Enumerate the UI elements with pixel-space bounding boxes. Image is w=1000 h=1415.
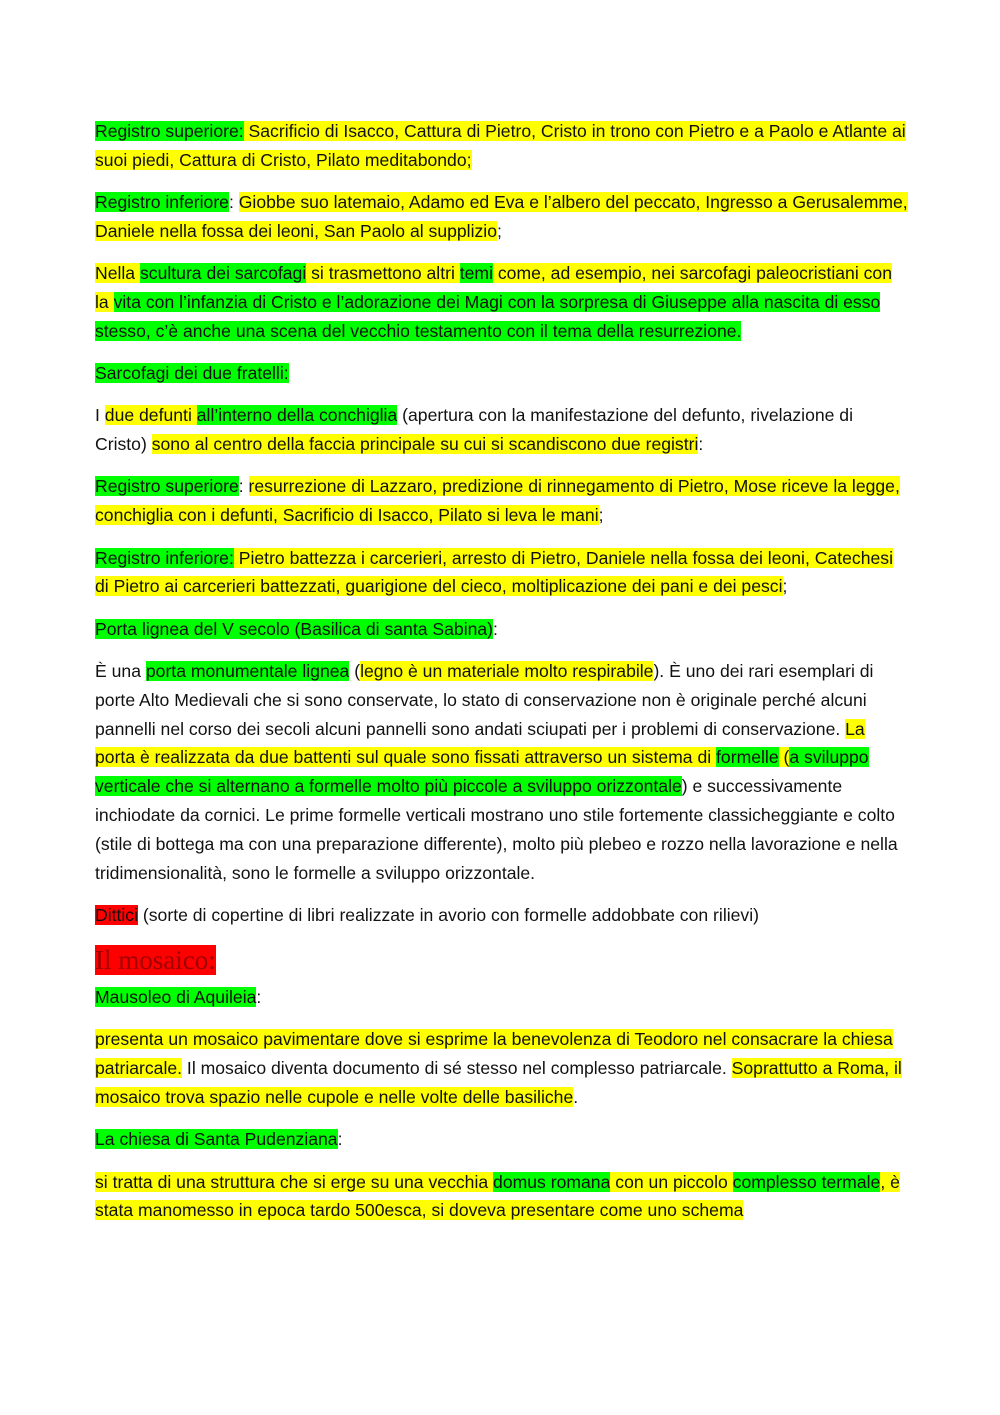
highlight-red: Il mosaico: [95,945,216,976]
highlight-yellow: legno è un materiale molto respirabile [360,660,654,681]
highlight-green: La chiesa di Santa Pudenziana [95,1129,338,1150]
highlight-green: Registro superiore: [95,121,244,141]
paragraph [95,1025,908,1111]
highlight-green: temi [459,263,493,284]
highlight-green: formelle [716,747,779,768]
highlight-green: a sviluppo verticale che si alternano a formelle molto più piccole a sviluppo orizzontale [95,747,869,797]
paragraph [95,901,908,930]
highlight-yellow: sono al centro della faccia principale su cui si scandiscono due registri [151,434,699,455]
highlight-green: vita con l’infanzia di Cristo e l’adorazione dei Magi con la sorpresa di Giuseppe alla nascita di esso stesso, c’è anche una scena del vecchio testamento con il tema della resurrezione. [95,291,881,341]
highlight-yellow: presenta un mosaico pavimentare dove si esprime la benevolenza di Teodoro nel consacrare la chiesa patriarcale. [95,1029,893,1079]
text-run: ). È uno dei rari esemplari di porte Alto Medievali che si sono conservate, lo stato di conservazione non è originale perché alcuni pannelli nel corso dei secoli alcuni pannelli sono andati sciupati per i problemi di conservazione. [95,660,874,739]
highlight-yellow: con un piccolo [610,1171,733,1192]
highlight-yellow: La porta è realizzata da due battenti sul quale sono fissati attraverso un sistema di [95,718,865,768]
highlight-yellow: resurrezione di Lazzaro, predizione di rinnegamento di Pietro, Mose riceve la legge, conchiglia con i defunti, Sacrificio di Isacco, Pilato si leva le mani [95,476,900,526]
highlight-yellow: , è stata manomesso in epoca tardo 500esca, si doveva presentare come uno schema [95,1171,900,1221]
highlight-yellow: ( [778,747,790,768]
highlight-yellow: si tratta di una struttura che si erge su una vecchia [95,1171,494,1192]
text-run: I [95,405,105,426]
highlight-yellow: Pietro battezza i carcerieri, arresto di Pietro, Daniele nella fossa dei leoni, Catechesi di Pietro ai carcerieri battezzati, guarigione del cieco, moltiplicazione dei pani e dei pesci [95,547,893,597]
highlight-green: all’interno della conchiglia [196,405,398,426]
text-run: (sorte di copertine di libri realizzate in avorio con formelle addobbate con rilievi) [138,904,759,925]
highlight-yellow: si trasmettono altri [306,263,460,284]
highlight-yellow: come, ad esempio, nei sarcofagi paleocristiani con la [95,263,893,312]
text-run: È una [95,660,146,681]
text-run: : [698,434,704,455]
section-heading [95,943,908,977]
text-run: : [256,987,262,1008]
text-run: Il mosaico diventa documento di sé stesso nel complesso patriarcale. [182,1058,732,1079]
highlight-green: complesso termale [732,1171,881,1192]
text-run: : [238,476,249,497]
paragraph [95,259,908,345]
highlight-red: Dittici [95,904,139,925]
paragraph [95,188,908,246]
text-run: ( [349,660,361,681]
highlight-yellow: Nella [95,263,140,284]
text-run: . [573,1087,579,1108]
paragraph [95,615,908,644]
highlight-yellow: due defunti [104,405,197,426]
highlight-green: Sarcofagi dei due fratelli: [95,363,289,384]
text-run: ; [598,505,604,526]
highlight-green: porta monumentale lignea [145,660,350,681]
paragraph [95,1125,908,1154]
highlight-green: Registro inferiore: [95,547,234,568]
highlight-green: domus romana [493,1171,611,1192]
highlight-green: scultura dei sarcofagi [139,263,307,284]
highlight-green: Mausoleo di Aquileia [95,987,257,1008]
paragraph [95,359,908,388]
highlight-yellow: Soprattutto a Roma, il mosaico trova spazio nelle cupole e nelle volte delle basiliche [95,1058,902,1108]
text-run: ; [497,220,502,241]
highlight-yellow: Giobbe suo latemaio, Adamo ed Eva e l’albero del peccato, Ingresso a Gerusalemme, Daniele nella fossa dei leoni, San Paolo al supplizio [95,192,908,241]
paragraph [95,1168,908,1226]
text-run: ) e successivamente inchiodate da cornici. Le prime formelle verticali mostrano uno stile fortemente classicheggiante e colto (stile di bottega ma con una preparazione differente), molto più plebeo e rozzo nella lavorazione e nella tridimensionalità, sono le formelle a sviluppo orizzontale. [95,776,898,883]
highlight-yellow: Sacrificio di Isacco, Cattura di Pietro, Cristo in trono con Pietro e a Paolo e Atlante ai suoi piedi, Cattura di Cristo, Pilato meditabondo; [95,121,906,170]
highlight-green: Registro inferiore [95,192,229,213]
paragraph [95,983,908,1012]
paragraph [95,117,908,175]
paragraph [95,657,908,887]
text-run: : [493,618,498,639]
paragraph [95,544,908,602]
highlight-green: Registro superiore [95,476,239,497]
text-run: : [337,1129,343,1150]
highlight-green: Porta lignea del V secolo (Basilica di santa Sabina) [95,618,494,639]
text-run: : [228,192,239,213]
text-run: ; [782,576,788,597]
paragraph [95,401,908,459]
paragraph [95,472,908,530]
text-run: (apertura con la manifestazione del defunto, rivelazione di Cristo) [95,405,854,455]
